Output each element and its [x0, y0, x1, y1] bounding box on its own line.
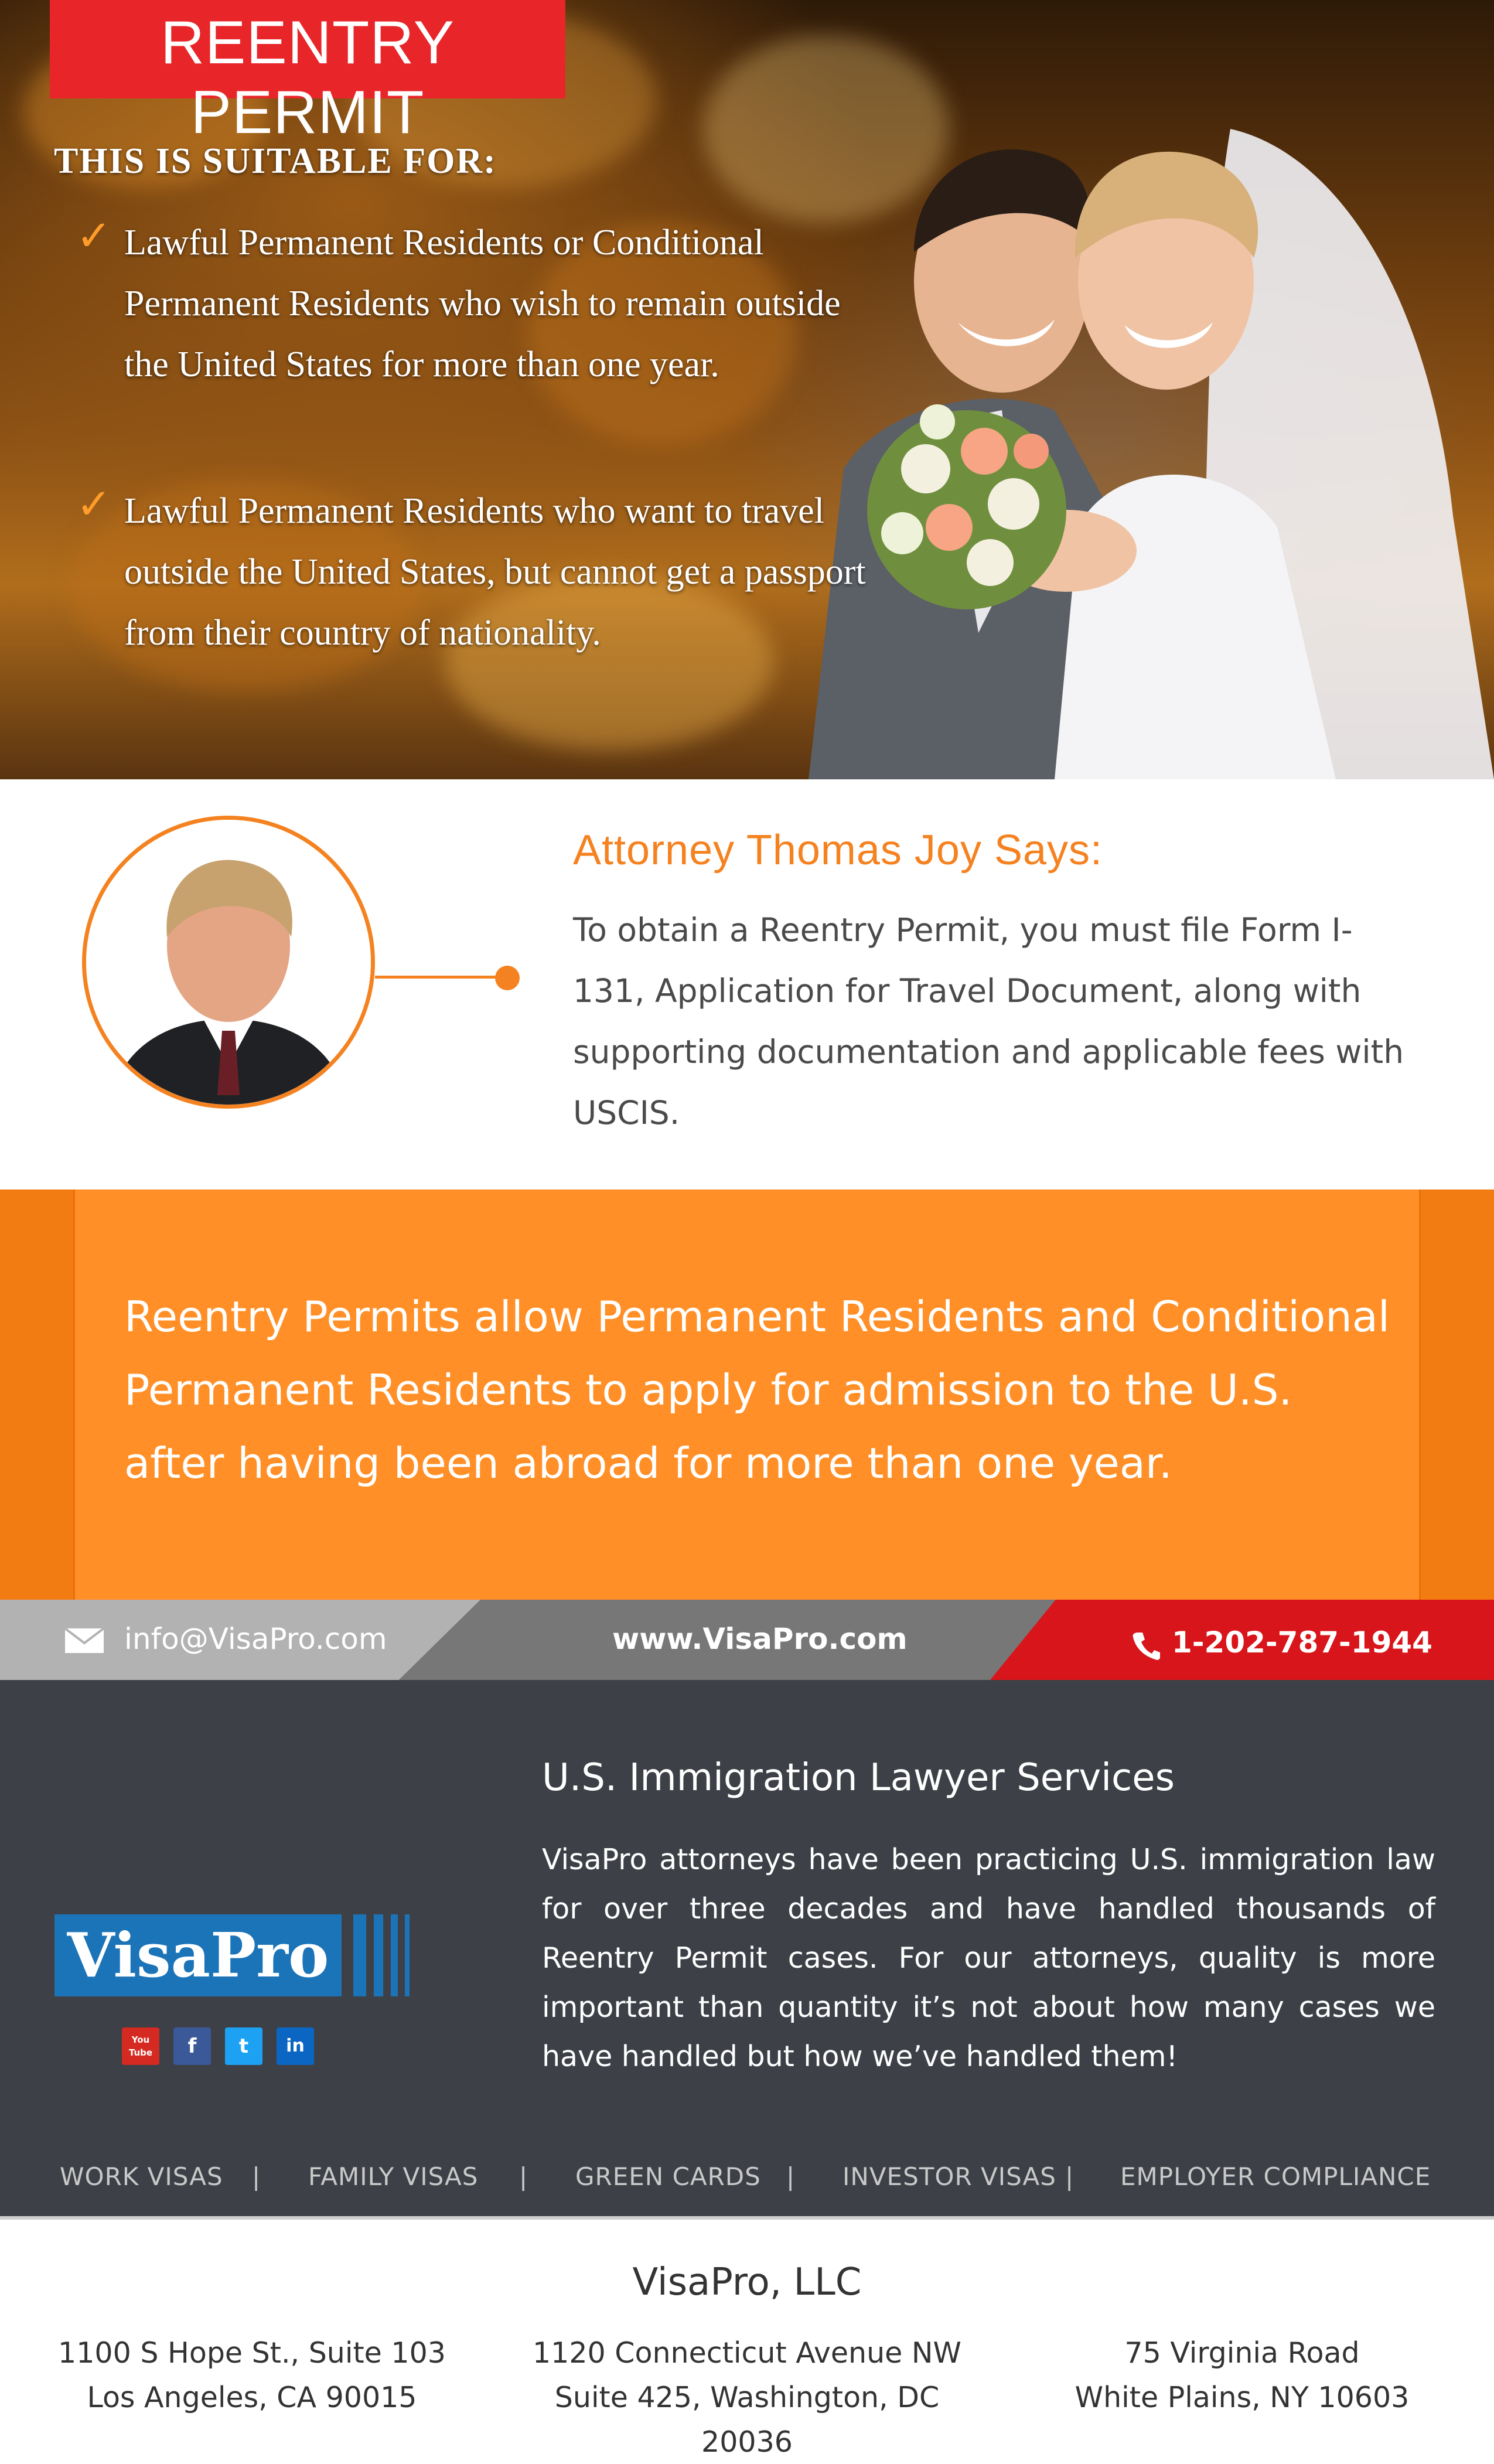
logo-bar	[374, 1914, 383, 1996]
band-right-tab	[1419, 1190, 1494, 1600]
highlight-band	[0, 1190, 1494, 1600]
hero-section	[0, 0, 1494, 779]
address-line: Suite 425, Washington, DC 20036	[554, 2381, 940, 2459]
services-section	[0, 1680, 1494, 2216]
nav-family-visas[interactable]: FAMILY VISAS	[308, 2162, 479, 2191]
suitable-item-1: Lawful Permanent Residents or Conditional Permanent Residents who wish to remain outside the United States for more than one year.	[124, 223, 841, 384]
band-left-tab	[0, 1190, 75, 1600]
nav-separator: |	[1065, 2162, 1074, 2191]
address-white-plains	[1008, 2331, 1476, 2420]
nav-separator: |	[786, 2162, 795, 2191]
address-line: White Plains, NY 10603	[1075, 2381, 1410, 2414]
title-banner	[50, 0, 565, 146]
attorney-avatar	[82, 816, 375, 1109]
services-description: VisaPro attorneys have been practicing U.S. immigration law for over three decades and have handled thousands of Reentry Permit cases. For our attorneys, quality is more important than quantity it’s not about how many cases we have handled but how we’ve handled them!	[542, 1843, 1435, 2073]
address-footer	[0, 2216, 1494, 2464]
nav-investor-visas[interactable]: INVESTOR VISAS	[842, 2162, 1056, 2191]
logo-bar	[391, 1914, 398, 1996]
facebook-icon[interactable]: f	[173, 2027, 211, 2065]
mail-icon	[64, 1628, 104, 1654]
highlight-text: Reentry Permits allow Permanent Residents and Conditional Permanent Residents to apply for admission to the U.S. after having been abroad for more than one year.	[124, 1292, 1390, 1488]
website-link[interactable]: www.VisaPro.com	[612, 1622, 908, 1656]
attorney-quote: To obtain a Reentry Permit, you must file Form I-131, Application for Travel Document, along with supporting documentation and applicable fees with USCIS.	[573, 911, 1404, 1132]
logo-bar	[405, 1914, 410, 1996]
attorney-heading: Attorney Thomas Joy Says:	[573, 827, 1103, 874]
youtube-icon[interactable]: You Tube	[122, 2027, 159, 2065]
page-title: REENTRY PERMIT	[160, 9, 455, 146]
wedding-couple-photo	[809, 105, 1494, 779]
address-washington	[513, 2331, 981, 2464]
logo-box	[54, 1914, 342, 1996]
logo-bar	[353, 1914, 366, 1996]
twitter-icon[interactable]: t	[225, 2027, 262, 2065]
nav-separator: |	[519, 2162, 528, 2191]
address-line: 75 Virginia Road	[1124, 2336, 1360, 2370]
checkmark-icon: ✓	[76, 211, 112, 260]
services-title: U.S. Immigration Lawyer Services	[542, 1756, 1175, 1800]
nav-green-cards[interactable]: GREEN CARDS	[575, 2162, 761, 2191]
phone-icon	[1131, 1630, 1161, 1661]
attorney-photo	[86, 820, 371, 1105]
nav-separator: |	[252, 2162, 261, 2191]
linkedin-icon[interactable]: in	[277, 2027, 314, 2065]
attorney-section	[0, 779, 1494, 1190]
company-name: VisaPro, LLC	[632, 2261, 862, 2304]
nav-work-visas[interactable]: WORK VISAS	[60, 2162, 223, 2191]
email-link[interactable]: info@VisaPro.com	[124, 1622, 387, 1656]
address-line: Los Angeles, CA 90015	[87, 2381, 417, 2414]
connector-dot	[495, 966, 520, 990]
suitable-item-2: Lawful Permanent Residents who want to travel outside the United States, but cannot get a passport from their country of nationality.	[124, 491, 866, 653]
address-line: 1120 Connecticut Avenue NW	[532, 2336, 961, 2370]
address-line: 1100 S Hope St., Suite 103	[58, 2336, 446, 2370]
phone-link[interactable]: 1-202-787-1944	[1172, 1625, 1432, 1659]
address-los-angeles	[18, 2331, 486, 2420]
visapro-logo[interactable]	[54, 1914, 412, 1996]
contact-strip	[0, 1600, 1494, 1680]
checkmark-icon: ✓	[76, 479, 112, 529]
nav-employer-compliance[interactable]: EMPLOYER COMPLIANCE	[1120, 2162, 1431, 2191]
suitable-for-heading: THIS IS SUITABLE FOR:	[54, 141, 497, 181]
logo-text: VisaPro	[67, 1919, 329, 1991]
connector-line	[375, 976, 507, 979]
service-nav	[0, 2162, 1494, 2192]
